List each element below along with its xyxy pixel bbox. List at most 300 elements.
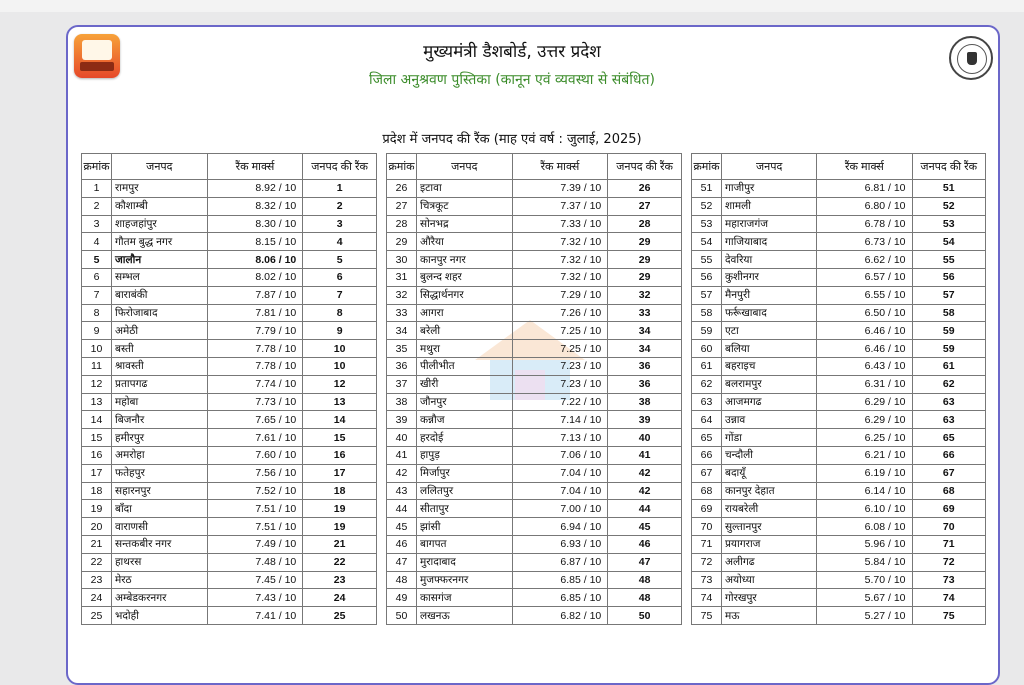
district-cell: सम्भल <box>111 268 207 286</box>
marks-cell: 7.13 / 10 <box>512 429 608 447</box>
rank-cell: 5 <box>303 251 377 269</box>
district-cell: श्रावस्ती <box>111 357 207 375</box>
rank-cell: 57 <box>912 286 985 304</box>
rank-cell: 34 <box>608 340 682 358</box>
district-cell: आगरा <box>416 304 512 322</box>
district-cell: उन्नाव <box>721 411 816 429</box>
district-cell: अमेठी <box>111 322 207 340</box>
table-row <box>82 215 377 233</box>
district-cell: खीरी <box>416 375 512 393</box>
rank-table-2 <box>386 153 682 625</box>
rank-cell: 33 <box>608 304 682 322</box>
serial-cell: 60 <box>692 340 722 358</box>
serial-cell: 62 <box>692 375 722 393</box>
district-cell: हरदोई <box>416 429 512 447</box>
serial-cell: 72 <box>692 553 722 571</box>
column-header: जनपद <box>721 154 816 180</box>
rank-cell: 42 <box>608 482 682 500</box>
serial-cell: 46 <box>387 535 417 553</box>
marks-cell: 6.08 / 10 <box>817 518 912 536</box>
rank-cell: 55 <box>912 251 985 269</box>
rank-cell: 73 <box>912 571 985 589</box>
district-cell: इटावा <box>416 180 512 198</box>
column-header: रैंक मार्क्स <box>207 154 303 180</box>
table-header-row <box>692 154 986 180</box>
rank-cell: 56 <box>912 268 985 286</box>
table-row <box>387 180 682 198</box>
rank-cell: 18 <box>303 482 377 500</box>
serial-cell: 65 <box>692 429 722 447</box>
marks-cell: 6.62 / 10 <box>817 251 912 269</box>
serial-cell: 25 <box>82 607 112 625</box>
rank-cell: 7 <box>303 286 377 304</box>
district-cell: रामपुर <box>111 180 207 198</box>
rank-cell: 36 <box>608 375 682 393</box>
district-cell: जालौन <box>111 251 207 269</box>
district-cell: शाहजहांपुर <box>111 215 207 233</box>
table-row <box>692 518 986 536</box>
marks-cell: 6.19 / 10 <box>817 464 912 482</box>
marks-cell: 8.32 / 10 <box>207 197 303 215</box>
table-row <box>692 393 986 411</box>
serial-cell: 59 <box>692 322 722 340</box>
table-row <box>82 268 377 286</box>
serial-cell: 53 <box>692 215 722 233</box>
rank-cell: 52 <box>912 197 985 215</box>
table-row <box>692 553 986 571</box>
marks-cell: 7.00 / 10 <box>512 500 608 518</box>
table-row <box>387 535 682 553</box>
serial-cell: 21 <box>82 535 112 553</box>
marks-cell: 7.49 / 10 <box>207 535 303 553</box>
district-cell: शामली <box>721 197 816 215</box>
district-cell: गाजीपुर <box>721 180 816 198</box>
table-row <box>82 251 377 269</box>
marks-cell: 7.04 / 10 <box>512 482 608 500</box>
serial-cell: 34 <box>387 322 417 340</box>
serial-cell: 20 <box>82 518 112 536</box>
rank-cell: 74 <box>912 589 985 607</box>
marks-cell: 7.78 / 10 <box>207 357 303 375</box>
serial-cell: 18 <box>82 482 112 500</box>
marks-cell: 7.04 / 10 <box>512 464 608 482</box>
rank-table-1 <box>81 153 377 625</box>
district-cell: बागपत <box>416 535 512 553</box>
rank-cell: 67 <box>912 464 985 482</box>
rank-cell: 15 <box>303 429 377 447</box>
district-cell: रायबरेली <box>721 500 816 518</box>
rank-cell: 36 <box>608 357 682 375</box>
rank-cell: 51 <box>912 180 985 198</box>
rank-cell: 6 <box>303 268 377 286</box>
table-row <box>692 411 986 429</box>
table-row <box>692 340 986 358</box>
table-row <box>82 393 377 411</box>
serial-cell: 27 <box>387 197 417 215</box>
marks-cell: 8.92 / 10 <box>207 180 303 198</box>
marks-cell: 7.32 / 10 <box>512 233 608 251</box>
district-cell: कासगंज <box>416 589 512 607</box>
serial-cell: 24 <box>82 589 112 607</box>
marks-cell: 7.51 / 10 <box>207 500 303 518</box>
district-cell: हमीरपुर <box>111 429 207 447</box>
rank-cell: 32 <box>608 286 682 304</box>
serial-cell: 26 <box>387 180 417 198</box>
column-header: रैंक मार्क्स <box>512 154 608 180</box>
table-row <box>82 340 377 358</box>
marks-cell: 7.61 / 10 <box>207 429 303 447</box>
table-row <box>387 607 682 625</box>
serial-cell: 28 <box>387 215 417 233</box>
rank-cell: 22 <box>303 553 377 571</box>
district-cell: हाथरस <box>111 553 207 571</box>
marks-cell: 7.25 / 10 <box>512 340 608 358</box>
district-cell: मुरादाबाद <box>416 553 512 571</box>
rank-cell: 59 <box>912 340 985 358</box>
table-row <box>692 304 986 322</box>
table-row <box>387 375 682 393</box>
serial-cell: 68 <box>692 482 722 500</box>
table-row <box>692 251 986 269</box>
district-cell: सुल्तानपुर <box>721 518 816 536</box>
table-row <box>692 268 986 286</box>
serial-cell: 5 <box>82 251 112 269</box>
serial-cell: 52 <box>692 197 722 215</box>
district-cell: बिजनौर <box>111 411 207 429</box>
table-row <box>387 215 682 233</box>
rank-cell: 16 <box>303 446 377 464</box>
district-cell: अलीगढ <box>721 553 816 571</box>
rank-cell: 4 <box>303 233 377 251</box>
table-row <box>387 304 682 322</box>
table-row <box>692 535 986 553</box>
rank-cell: 58 <box>912 304 985 322</box>
marks-cell: 5.96 / 10 <box>817 535 912 553</box>
rank-cell: 2 <box>303 197 377 215</box>
marks-cell: 7.48 / 10 <box>207 553 303 571</box>
district-cell: गोंडा <box>721 429 816 447</box>
serial-cell: 61 <box>692 357 722 375</box>
district-cell: बलरामपुर <box>721 375 816 393</box>
marks-cell: 7.73 / 10 <box>207 393 303 411</box>
table-row <box>387 322 682 340</box>
district-cell: चन्दौली <box>721 446 816 464</box>
rank-cell: 39 <box>608 411 682 429</box>
serial-cell: 71 <box>692 535 722 553</box>
marks-cell: 7.87 / 10 <box>207 286 303 304</box>
district-cell: कानपुर नगर <box>416 251 512 269</box>
marks-cell: 7.32 / 10 <box>512 268 608 286</box>
rank-cell: 72 <box>912 553 985 571</box>
table-row <box>692 286 986 304</box>
district-cell: भदोही <box>111 607 207 625</box>
table-header-row <box>387 154 682 180</box>
district-cell: महोबा <box>111 393 207 411</box>
marks-cell: 5.84 / 10 <box>817 553 912 571</box>
rank-cell: 61 <box>912 357 985 375</box>
table-row <box>692 429 986 447</box>
column-header: जनपद <box>111 154 207 180</box>
serial-cell: 17 <box>82 464 112 482</box>
marks-cell: 7.65 / 10 <box>207 411 303 429</box>
rank-cell: 46 <box>608 535 682 553</box>
table-row <box>82 482 377 500</box>
table-row <box>82 429 377 447</box>
serial-cell: 23 <box>82 571 112 589</box>
marks-cell: 8.30 / 10 <box>207 215 303 233</box>
marks-cell: 6.46 / 10 <box>817 322 912 340</box>
table-row <box>692 180 986 198</box>
serial-cell: 41 <box>387 446 417 464</box>
rank-cell: 59 <box>912 322 985 340</box>
serial-cell: 14 <box>82 411 112 429</box>
table-row <box>387 268 682 286</box>
column-header: क्रमांक <box>82 154 112 180</box>
rank-cell: 10 <box>303 357 377 375</box>
marks-cell: 6.21 / 10 <box>817 446 912 464</box>
district-cell: फतेहपुर <box>111 464 207 482</box>
serial-cell: 31 <box>387 268 417 286</box>
table-row <box>82 411 377 429</box>
marks-cell: 6.55 / 10 <box>817 286 912 304</box>
rank-cell: 69 <box>912 500 985 518</box>
district-cell: कन्नौज <box>416 411 512 429</box>
rank-cell: 24 <box>303 589 377 607</box>
rank-cell: 54 <box>912 233 985 251</box>
rank-cell: 10 <box>303 340 377 358</box>
serial-cell: 42 <box>387 464 417 482</box>
serial-cell: 10 <box>82 340 112 358</box>
serial-cell: 64 <box>692 411 722 429</box>
table-row <box>692 482 986 500</box>
column-header: जनपद <box>416 154 512 180</box>
marks-cell: 7.81 / 10 <box>207 304 303 322</box>
serial-cell: 39 <box>387 411 417 429</box>
serial-cell: 13 <box>82 393 112 411</box>
marks-cell: 8.02 / 10 <box>207 268 303 286</box>
marks-cell: 7.45 / 10 <box>207 571 303 589</box>
serial-cell: 36 <box>387 357 417 375</box>
rank-cell: 62 <box>912 375 985 393</box>
table-row <box>387 429 682 447</box>
serial-cell: 29 <box>387 233 417 251</box>
table-row <box>387 571 682 589</box>
district-cell: ललितपुर <box>416 482 512 500</box>
table-title: प्रदेश में जनपद की रैंक (माह एवं वर्ष : जुलाई, 2025) <box>382 132 642 147</box>
rank-table-3 <box>691 153 986 625</box>
rank-cell: 68 <box>912 482 985 500</box>
table-row <box>387 589 682 607</box>
rank-cell: 48 <box>608 571 682 589</box>
table-row <box>82 535 377 553</box>
district-cell: प्रतापगढ <box>111 375 207 393</box>
district-cell: मऊ <box>721 607 816 625</box>
marks-cell: 7.06 / 10 <box>512 446 608 464</box>
serial-cell: 19 <box>82 500 112 518</box>
serial-cell: 70 <box>692 518 722 536</box>
rank-cell: 45 <box>608 518 682 536</box>
serial-cell: 32 <box>387 286 417 304</box>
district-cell: गौतम बुद्ध नगर <box>111 233 207 251</box>
table-row <box>692 233 986 251</box>
district-cell: हापुड़ <box>416 446 512 464</box>
marks-cell: 6.94 / 10 <box>512 518 608 536</box>
serial-cell: 56 <box>692 268 722 286</box>
marks-cell: 6.31 / 10 <box>817 375 912 393</box>
marks-cell: 7.29 / 10 <box>512 286 608 304</box>
district-cell: लखनऊ <box>416 607 512 625</box>
serial-cell: 44 <box>387 500 417 518</box>
district-cell: मुजफ्फरनगर <box>416 571 512 589</box>
rank-cell: 13 <box>303 393 377 411</box>
table-row <box>387 197 682 215</box>
marks-cell: 7.60 / 10 <box>207 446 303 464</box>
rank-cell: 66 <box>912 446 985 464</box>
marks-cell: 7.22 / 10 <box>512 393 608 411</box>
rank-cell: 12 <box>303 375 377 393</box>
district-cell: गाजियाबाद <box>721 233 816 251</box>
serial-cell: 58 <box>692 304 722 322</box>
rank-cell: 44 <box>608 500 682 518</box>
table-header-row <box>82 154 377 180</box>
serial-cell: 15 <box>82 429 112 447</box>
serial-cell: 6 <box>82 268 112 286</box>
column-header: जनपद की रैंक <box>303 154 377 180</box>
marks-cell: 7.23 / 10 <box>512 357 608 375</box>
rank-cell: 48 <box>608 589 682 607</box>
district-cell: मेरठ <box>111 571 207 589</box>
district-cell: प्रयागराज <box>721 535 816 553</box>
table-row <box>692 322 986 340</box>
table-row <box>82 304 377 322</box>
district-cell: सोनभद्र <box>416 215 512 233</box>
district-cell: सिद्धार्थनगर <box>416 286 512 304</box>
table-row <box>387 411 682 429</box>
column-header: क्रमांक <box>387 154 417 180</box>
rank-cell: 9 <box>303 322 377 340</box>
marks-cell: 5.67 / 10 <box>817 589 912 607</box>
serial-cell: 74 <box>692 589 722 607</box>
marks-cell: 8.06 / 10 <box>207 251 303 269</box>
serial-cell: 57 <box>692 286 722 304</box>
table-row <box>692 357 986 375</box>
district-cell: बलिया <box>721 340 816 358</box>
marks-cell: 6.29 / 10 <box>817 411 912 429</box>
district-cell: पीलीभीत <box>416 357 512 375</box>
marks-cell: 7.56 / 10 <box>207 464 303 482</box>
serial-cell: 9 <box>82 322 112 340</box>
rank-cell: 63 <box>912 393 985 411</box>
table-row <box>82 500 377 518</box>
table-row <box>82 464 377 482</box>
serial-cell: 73 <box>692 571 722 589</box>
district-cell: बाराबंकी <box>111 286 207 304</box>
table-row <box>387 357 682 375</box>
column-header: क्रमांक <box>692 154 722 180</box>
marks-cell: 6.57 / 10 <box>817 268 912 286</box>
marks-cell: 6.46 / 10 <box>817 340 912 358</box>
marks-cell: 7.33 / 10 <box>512 215 608 233</box>
table-row <box>82 180 377 198</box>
serial-cell: 75 <box>692 607 722 625</box>
rank-cell: 26 <box>608 180 682 198</box>
marks-cell: 7.14 / 10 <box>512 411 608 429</box>
table-row <box>387 553 682 571</box>
marks-cell: 7.39 / 10 <box>512 180 608 198</box>
serial-cell: 38 <box>387 393 417 411</box>
table-row <box>692 215 986 233</box>
table-row <box>692 375 986 393</box>
district-cell: फर्रूखाबाद <box>721 304 816 322</box>
table-row <box>387 500 682 518</box>
serial-cell: 8 <box>82 304 112 322</box>
serial-cell: 4 <box>82 233 112 251</box>
marks-cell: 7.79 / 10 <box>207 322 303 340</box>
rank-cell: 1 <box>303 180 377 198</box>
district-cell: जौनपुर <box>416 393 512 411</box>
rank-cell: 63 <box>912 411 985 429</box>
rank-cell: 21 <box>303 535 377 553</box>
district-cell: सन्तकबीर नगर <box>111 535 207 553</box>
marks-cell: 6.50 / 10 <box>817 304 912 322</box>
rank-cell: 70 <box>912 518 985 536</box>
serial-cell: 12 <box>82 375 112 393</box>
marks-cell: 7.41 / 10 <box>207 607 303 625</box>
rank-cell: 25 <box>303 607 377 625</box>
district-cell: बाँदा <box>111 500 207 518</box>
serial-cell: 48 <box>387 571 417 589</box>
district-cell: बहराइच <box>721 357 816 375</box>
rank-cell: 47 <box>608 553 682 571</box>
table-row <box>82 357 377 375</box>
rank-cell: 29 <box>608 268 682 286</box>
marks-cell: 7.43 / 10 <box>207 589 303 607</box>
table-row <box>692 607 986 625</box>
rank-cell: 27 <box>608 197 682 215</box>
serial-cell: 63 <box>692 393 722 411</box>
table-row <box>387 251 682 269</box>
table-row <box>387 340 682 358</box>
district-cell: आजमगढ <box>721 393 816 411</box>
marks-cell: 7.52 / 10 <box>207 482 303 500</box>
marks-cell: 6.85 / 10 <box>512 589 608 607</box>
serial-cell: 66 <box>692 446 722 464</box>
table-row <box>82 322 377 340</box>
serial-cell: 54 <box>692 233 722 251</box>
serial-cell: 2 <box>82 197 112 215</box>
table-row <box>692 571 986 589</box>
serial-cell: 3 <box>82 215 112 233</box>
district-cell: मिर्जापुर <box>416 464 512 482</box>
table-row <box>82 553 377 571</box>
district-cell: अम्बेडकरनगर <box>111 589 207 607</box>
table-row <box>82 589 377 607</box>
serial-cell: 43 <box>387 482 417 500</box>
marks-cell: 6.82 / 10 <box>512 607 608 625</box>
district-cell: सहारनपुर <box>111 482 207 500</box>
rank-cell: 34 <box>608 322 682 340</box>
marks-cell: 6.25 / 10 <box>817 429 912 447</box>
marks-cell: 6.87 / 10 <box>512 553 608 571</box>
rank-cell: 38 <box>608 393 682 411</box>
rank-cell: 75 <box>912 607 985 625</box>
rank-cell: 19 <box>303 518 377 536</box>
marks-cell: 7.51 / 10 <box>207 518 303 536</box>
table-row <box>387 464 682 482</box>
rank-cell: 65 <box>912 429 985 447</box>
serial-cell: 11 <box>82 357 112 375</box>
district-cell: बदायूँ <box>721 464 816 482</box>
